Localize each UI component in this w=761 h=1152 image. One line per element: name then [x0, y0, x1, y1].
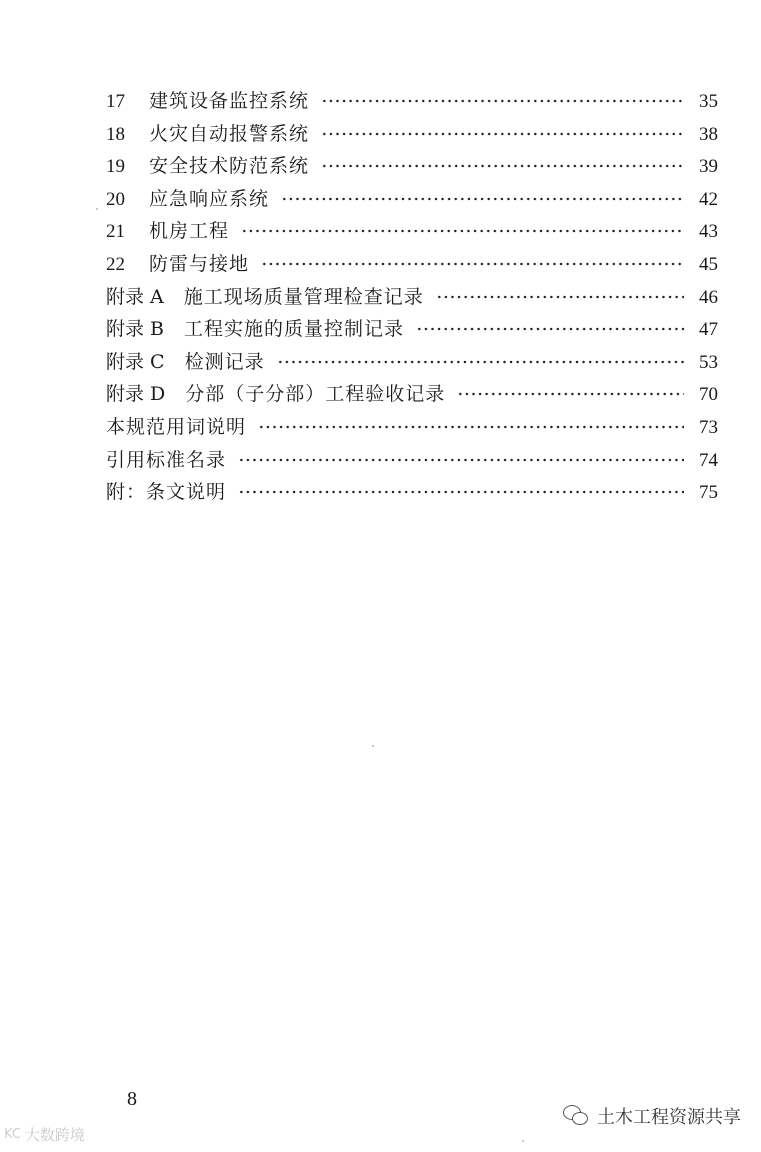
toc-entry-title: 防雷与接地 [149, 252, 250, 275]
watermark-left-text: 大数跨境 [24, 1126, 85, 1144]
toc-leader-dots [416, 327, 684, 331]
toc-entry[interactable] [106, 314, 718, 347]
toc-entry-page: 47 [699, 319, 718, 341]
watermark-right-text: 土木工程资源共享 [597, 1107, 741, 1128]
toc-entry-title: 工程实施的质量控制记录 [184, 318, 405, 341]
toc-entry-number: 17 [106, 91, 125, 112]
toc-entry-page: 73 [699, 416, 718, 438]
toc-entry-page: 46 [699, 286, 718, 308]
toc-leader-dots [321, 164, 684, 168]
toc-entry-number: 21 [106, 221, 125, 243]
toc-entry-page: 70 [699, 384, 718, 406]
wechat-icon [563, 1105, 589, 1127]
toc-entry-page: 39 [699, 156, 718, 178]
toc-entry-title: 机房工程 [149, 220, 230, 243]
toc-entry-page: 75 [699, 482, 718, 504]
toc-entry-title: 附：条文说明 [106, 481, 227, 504]
toc-leader-dots [436, 295, 684, 299]
table-of-contents [106, 86, 718, 510]
scan-speck [96, 208, 98, 210]
toc-leader-dots [277, 360, 684, 364]
watermark-right [563, 1103, 741, 1129]
toc-entry[interactable] [106, 151, 718, 184]
toc-leader-dots [281, 197, 684, 201]
toc-entry-title: 应急响应系统 [149, 187, 270, 210]
toc-entry[interactable] [106, 477, 718, 510]
toc-entry[interactable] [106, 216, 718, 249]
scan-speck [372, 745, 374, 747]
toc-entry-title: 火灾自动报警系统 [149, 122, 310, 145]
scan-speck [522, 1140, 524, 1142]
toc-leader-dots [321, 99, 684, 103]
toc-entry-page: 53 [699, 351, 718, 373]
toc-entry-page: 45 [699, 253, 718, 275]
toc-leader-dots [321, 132, 684, 136]
toc-entry-title: 本规范用词说明 [106, 415, 247, 438]
toc-entry[interactable] [106, 412, 718, 445]
toc-entry[interactable] [106, 86, 718, 119]
toc-entry[interactable] [106, 282, 718, 315]
toc-entry[interactable] [106, 379, 718, 412]
toc-entry-title: 建筑设备监控系统 [149, 90, 310, 112]
toc-entry-page: 42 [699, 188, 718, 210]
toc-leader-dots [261, 262, 684, 266]
toc-entry-number: 20 [106, 188, 125, 210]
toc-entry[interactable] [106, 347, 718, 380]
toc-entry-number: 22 [106, 253, 125, 275]
toc-entry-title: 分部（子分部）工程验收记录 [185, 383, 446, 406]
toc-leader-dots [238, 458, 684, 462]
toc-entry-title: 施工现场质量管理检查记录 [183, 285, 424, 308]
watermark-logo-icon: KC [4, 1127, 21, 1142]
toc-entry[interactable] [106, 249, 718, 282]
toc-leader-dots [258, 425, 684, 429]
toc-entry-title: 检测记录 [184, 350, 265, 373]
toc-entry-number: 18 [106, 123, 125, 145]
toc-entry-title: 安全技术防范系统 [149, 155, 310, 178]
toc-entry-page: 74 [699, 449, 718, 471]
toc-entry-page: 35 [699, 91, 718, 112]
watermark-left [4, 1124, 85, 1145]
toc-entry-number: 附录 D [106, 383, 166, 406]
toc-leader-dots [241, 229, 684, 233]
toc-entry[interactable] [106, 119, 718, 152]
toc-entry[interactable] [106, 445, 718, 478]
toc-entry-number: 附录 C [106, 350, 165, 373]
toc-entry-title: 引用标准名录 [106, 448, 227, 471]
page-number: 8 [127, 1088, 137, 1110]
toc-entry-number: 附录 B [106, 318, 165, 341]
toc-leader-dots [457, 392, 684, 396]
toc-entry-number: 19 [106, 156, 125, 178]
toc-entry[interactable] [106, 184, 718, 217]
toc-entry-page: 43 [699, 221, 718, 243]
toc-leader-dots [238, 490, 684, 494]
toc-entry-number: 附录 A [106, 285, 164, 308]
toc-entry-page: 38 [699, 123, 718, 145]
